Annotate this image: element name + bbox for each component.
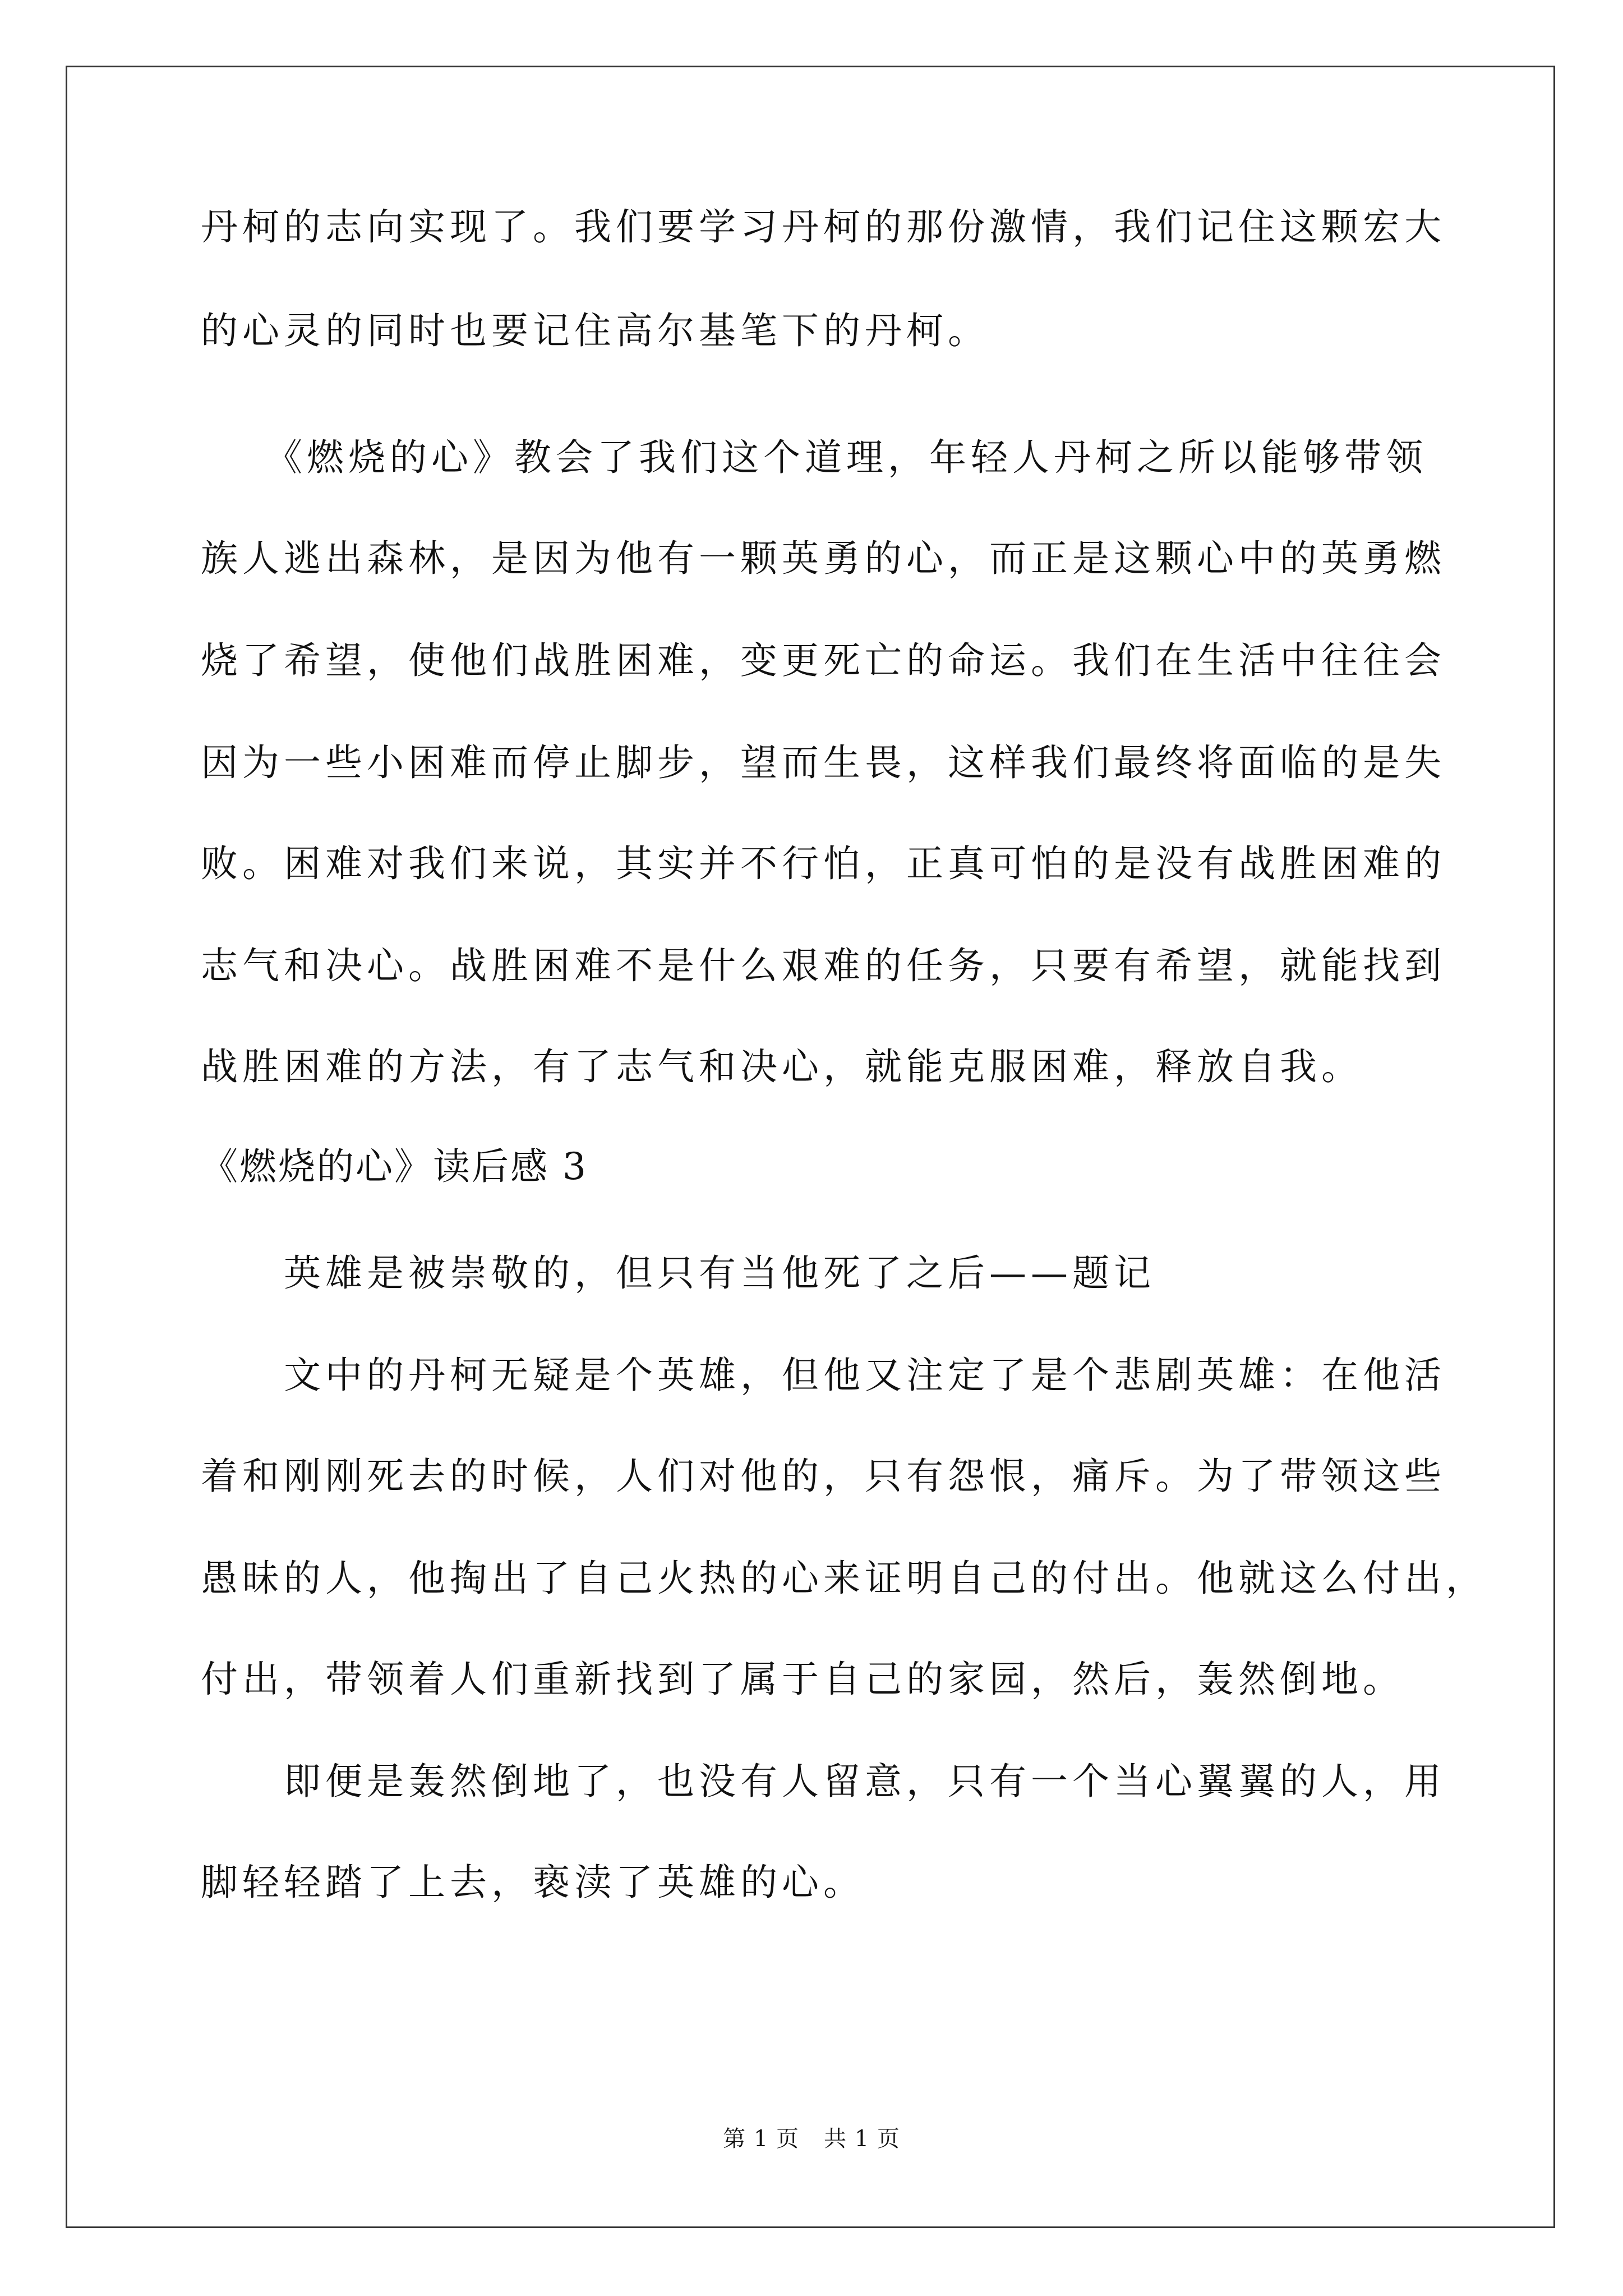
page-total: 共 1 页 bbox=[824, 2126, 900, 2152]
text-line-3: 《燃烧的心》教会了我们这个道理，年轻人丹柯之所以能够带领 bbox=[201, 436, 1427, 479]
text-line-8: 志气和决心。战胜困难不是什么艰难的任务，只要有希望，就能找到 bbox=[201, 944, 1446, 987]
section-heading: 《燃烧的心》读后感 3 bbox=[201, 1145, 588, 1188]
text-line-15: 付出，带领着人们重新找到了属于自己的家园，然后，轰然倒地。 bbox=[201, 1658, 1404, 1701]
text-line-17: 脚轻轻踏了上去，亵渎了英雄的心。 bbox=[201, 1861, 865, 1904]
text-line-5: 烧了希望，使他们战胜困难，变更死亡的命运。我们在生活中往往会 bbox=[201, 639, 1446, 682]
page-footer bbox=[0, 2125, 1623, 2153]
text-line-6: 因为一些小困难而停止脚步，望而生畏，这样我们最终将面临的是失 bbox=[201, 741, 1446, 784]
text-line-14: 愚昧的人，他掏出了自己火热的心来证明自己的付出。他就这么付出， bbox=[201, 1557, 1487, 1600]
text-line-9: 战胜困难的方法，有了志气和决心，就能克服困难，释放自我。 bbox=[201, 1045, 1363, 1088]
page-number: 第 1 页 bbox=[723, 2126, 799, 2152]
text-line-16: 即便是轰然倒地了，也没有人留意，只有一个当心翼翼的人，用 bbox=[201, 1760, 1446, 1803]
text-line-1: 丹柯的志向实现了。我们要学习丹柯的那份激情，我们记住这颗宏大 bbox=[201, 205, 1446, 249]
text-line-4: 族人逃出森林，是因为他有一颗英勇的心，而正是这颗心中的英勇燃 bbox=[201, 537, 1446, 580]
text-line-7: 败。困难对我们来说，其实并不行怕，正真可怕的是没有战胜困难的 bbox=[201, 842, 1446, 885]
text-line-2: 的心灵的同时也要记住高尔基笔下的丹柯。 bbox=[201, 309, 989, 352]
text-line-12: 文中的丹柯无疑是个英雄，但他又注定了是个悲剧英雄：在他活 bbox=[201, 1354, 1446, 1397]
text-line-13: 着和刚刚死去的时候，人们对他的，只有怨恨，痛斥。为了带领这些 bbox=[201, 1455, 1446, 1498]
epigraph-line: 英雄是被崇敬的，但只有当他死了之后——题记 bbox=[201, 1251, 1155, 1295]
